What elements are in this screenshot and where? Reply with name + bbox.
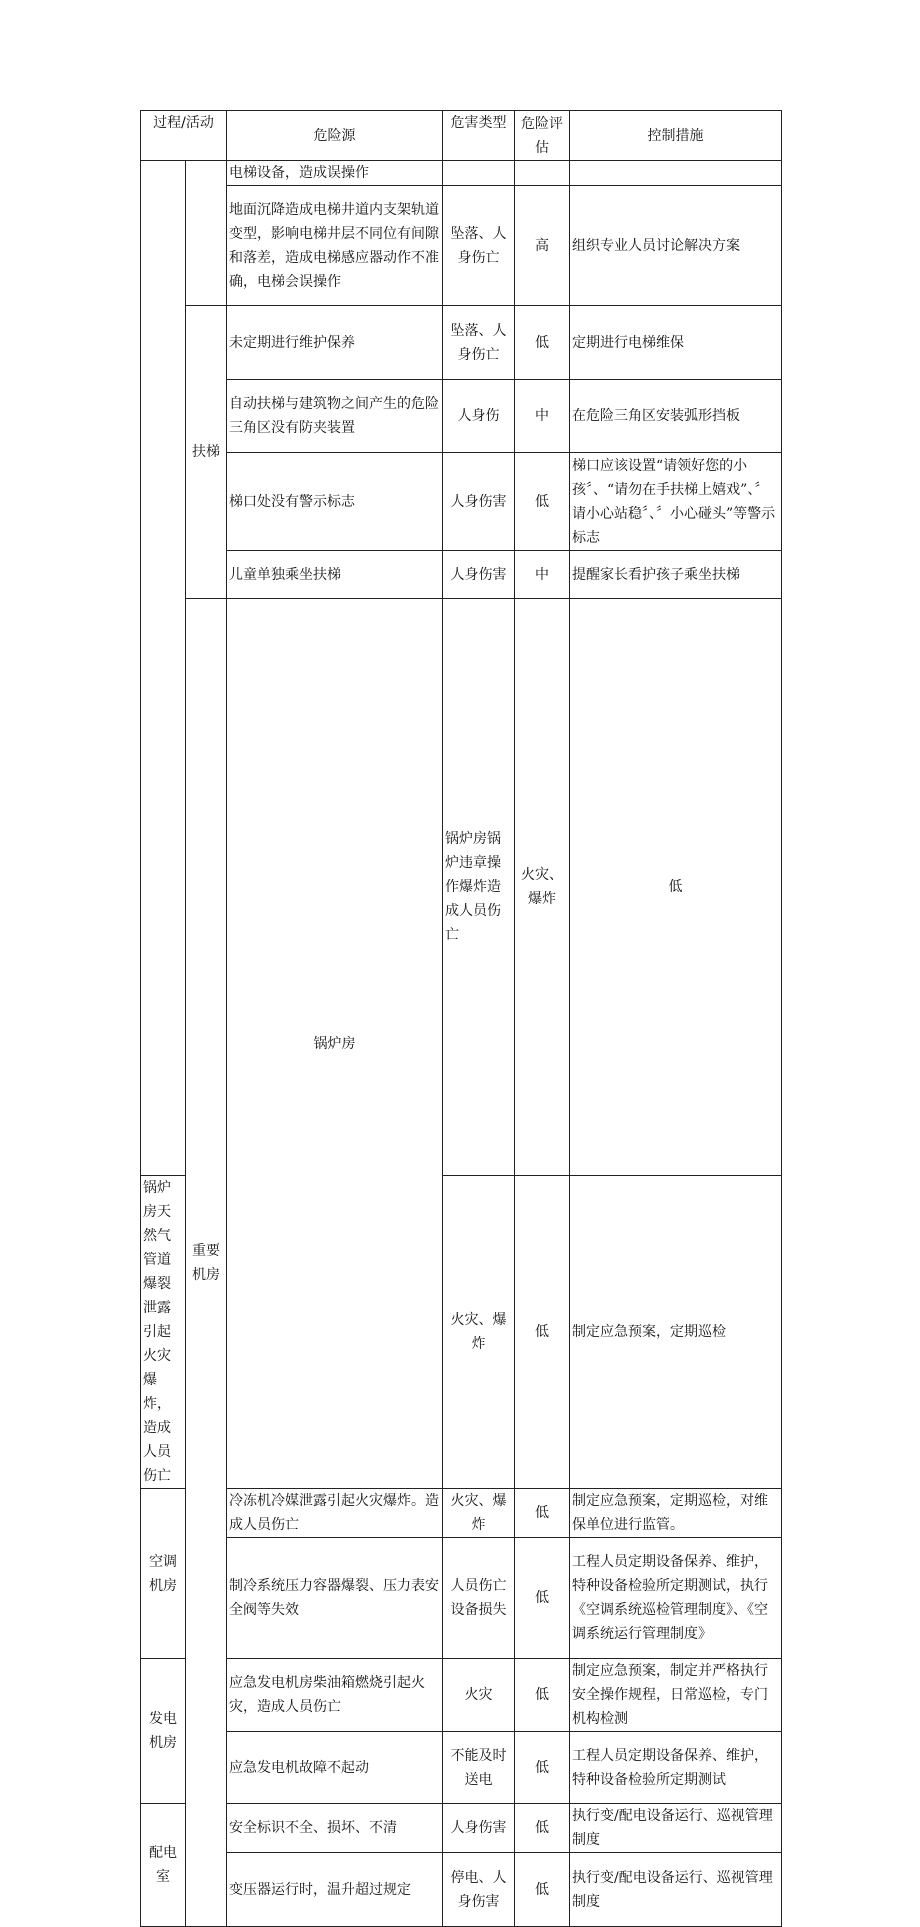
row-level: 低 [515, 1732, 570, 1804]
row-measure: 制定应急预案，定期巡检，对维保单位进行监管。 [570, 1489, 782, 1538]
row-measure: 执行变/配电设备运行、巡视管理制度 [570, 1804, 782, 1853]
row-level: 低 [515, 306, 570, 380]
row-measure: 制定应急预案，定期巡检 [570, 1176, 782, 1489]
subgroup-ac-room: 空调机房 [141, 1489, 186, 1659]
subgroup-generator-room: 发电机房 [141, 1659, 186, 1804]
row-type: 人身伤害 [443, 1804, 515, 1853]
header-level: 危险评估 [515, 111, 570, 161]
row-measure [570, 161, 782, 186]
row-measure: 制定应急预案，制定并严格执行安全操作规程，日常巡检，专门机构检测 [570, 1659, 782, 1732]
row-type: 坠落、人身伤亡 [443, 306, 515, 380]
row-level: 低 [515, 1489, 570, 1538]
table-row [141, 186, 782, 306]
row-measure: 在危险三角区安装弧形挡板 [570, 380, 782, 453]
table-row [141, 1732, 782, 1804]
table-row [141, 453, 782, 551]
row-type: 人身伤害 [443, 453, 515, 551]
process-machine-room: 重要机房 [186, 599, 227, 1927]
row-source: 冷冻机冷媒泄露引起火灾爆炸。造成人员伤亡 [227, 1489, 443, 1538]
row-level: 低 [515, 1804, 570, 1853]
row-type: 停电、人身伤害 [443, 1853, 515, 1927]
row-source: 电梯设备，造成误操作 [227, 161, 443, 186]
row-measure: 定期进行电梯维保 [570, 306, 782, 380]
table-row [141, 1489, 782, 1538]
row-type: 火灾、爆炸 [515, 599, 570, 1176]
row-measure: 提醒家长看护孩子乘坐扶梯 [570, 551, 782, 599]
row-source: 应急发电机故障不起动 [227, 1732, 443, 1804]
row-level: 中 [515, 551, 570, 599]
table-row [141, 1804, 782, 1853]
table-row [141, 599, 782, 1176]
row-level: 低 [515, 453, 570, 551]
header-measure: 控制措施 [570, 111, 782, 161]
table-row [141, 306, 782, 380]
row-source: 地面沉降造成电梯井道内支架轨道变型，影响电梯井层不同位有间隙和落差，造成电梯感应器动作不准确，电梯会误操作 [227, 186, 443, 306]
row-measure: 执行变/配电设备运行、巡视管理制度 [570, 1853, 782, 1927]
subgroup-cell-elevator [186, 161, 227, 306]
row-level: 低 [515, 1659, 570, 1732]
row-type [443, 161, 515, 186]
row-source: 锅炉房锅炉违章操作爆炸造成人员伤亡 [443, 599, 515, 1176]
row-source: 应急发电机房柴油箱燃烧引起火灾，造成人员伤亡 [227, 1659, 443, 1732]
row-type: 火灾、爆炸 [443, 1489, 515, 1538]
row-source: 自动扶梯与建筑物之间产生的危险三角区没有防夹装置 [227, 380, 443, 453]
row-source: 变压器运行时，温升超过规定 [227, 1853, 443, 1927]
row-source: 锅炉房天然气管道爆裂泄露引起火灾爆炸，造成人员伤亡 [141, 1176, 186, 1489]
row-type: 火灾、爆炸 [443, 1176, 515, 1489]
table-row [141, 1659, 782, 1732]
row-source: 儿童单独乘坐扶梯 [227, 551, 443, 599]
row-level: 低 [515, 1538, 570, 1659]
table-row [141, 551, 782, 599]
row-source: 梯口处没有警示标志 [227, 453, 443, 551]
row-type: 坠落、人身伤亡 [443, 186, 515, 306]
subgroup-boiler-room: 锅炉房 [227, 599, 443, 1489]
row-measure: 组织专业人员讨论解决方案 [570, 186, 782, 306]
header-process: 过程/活动 [141, 111, 227, 161]
row-measure: 工程人员定期设备保养、维护，特种设备检验所定期测试，执行《空调系统巡检管理制度》、《空调系统运行管理制度》 [570, 1538, 782, 1659]
subgroup-distribution-room: 配电室 [141, 1804, 186, 1927]
row-type: 人身伤害 [443, 551, 515, 599]
row-level: 高 [515, 186, 570, 306]
row-measure: 梯口应该设置“请领好您的小孩〞、“请勿在手扶梯上嬉戏”、〞请小心站稳〞、〞小心碰头”等警示标志 [570, 453, 782, 551]
table-row [141, 380, 782, 453]
row-measure: 工程人员定期设备保养、维护，特种设备检验所定期测试 [570, 1732, 782, 1804]
row-type: 人员伤亡设备损失 [443, 1538, 515, 1659]
row-type: 人身伤 [443, 380, 515, 453]
row-level [515, 161, 570, 186]
row-type: 不能及时送电 [443, 1732, 515, 1804]
row-source: 安全标识不全、损坏、不清 [227, 1804, 443, 1853]
row-level: 中 [515, 380, 570, 453]
process-cell-elevator [141, 161, 186, 1176]
table-row [141, 1853, 782, 1927]
row-source: 未定期进行维护保养 [227, 306, 443, 380]
header-type: 危害类型 [443, 111, 515, 161]
header-source: 危险源 [227, 111, 443, 161]
risk-assessment-table [140, 110, 782, 1927]
table-row [141, 1538, 782, 1659]
row-level: 低 [570, 599, 782, 1176]
table-row [141, 161, 782, 186]
row-source: 制冷系统压力容器爆裂、压力表安全阀等失效 [227, 1538, 443, 1659]
row-level: 低 [515, 1176, 570, 1489]
table-header-row [141, 111, 782, 161]
row-level: 低 [515, 1853, 570, 1927]
row-type: 火灾 [443, 1659, 515, 1732]
subgroup-escalator: 扶梯 [186, 306, 227, 599]
